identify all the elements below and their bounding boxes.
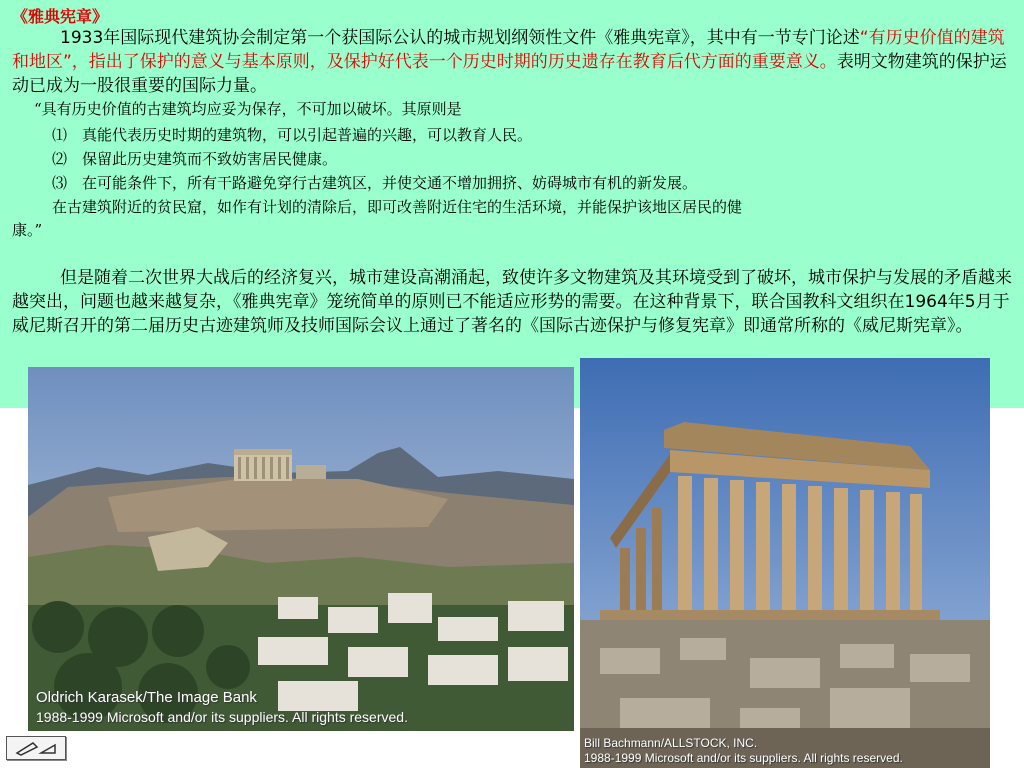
quote-item-2: ⑵ 保留此历史建筑而不致妨害居民健康。 [52, 150, 338, 168]
paragraph-athens-charter [12, 26, 1012, 98]
right-photo-credit-line2: 1988-1999 Microsoft and/or its suppliers. All rights reserved. [584, 751, 903, 765]
para1-text-red: “有历史价值的建筑和地区”，指出了保护的意义与基本原则，及保护好代表一个历史时期的历史遗存在教育后代方面的重要意义。 [12, 28, 1005, 72]
quote-item-1: ⑴ 真能代表历史时期的建筑物，可以引起普遍的兴趣，可以教育人民。 [52, 126, 533, 144]
para1-text-black: 1933年国际现代建筑协会制定第一个获国际公认的城市规划纲领性文件《雅典宪章》，其中有一节专门论述 [60, 28, 860, 48]
quote-item-3: ⑶ 在可能条件下，所有干路避免穿行古建筑区，并使交通不增加拥挤、妨碍城市有机的新发展。 [52, 174, 698, 192]
para2-text: 但是随着二次世界大战后的经济复兴，城市建设高潮涌起，致使许多文物建筑及其环境受到了破坏，城市保护与发展的矛盾越来越突出，问题也越来越复杂，《雅典宪章》笼统简单的原则已不能适应形势的需要。在这种背景下，联合国教科文组织在1964年5月于威尼斯召开的第二届历史古迹建筑师及技师国际会议上通过了著名的《国际古迹保护与修复宪章》即通常所称的《威尼斯宪章》。 [12, 268, 1012, 336]
acropolis-panorama-photo [28, 367, 574, 731]
quote-intro: “具有历史价值的古建筑均应妥为保存，不可加以破坏。其原则是 [34, 100, 462, 118]
para1-text-black-end: 表明文物建筑的保护运动已成为一股很重要的国际力量。 [12, 52, 1007, 96]
parthenon-photo [580, 358, 990, 768]
left-photo-credit-line2: 1988-1999 Microsoft and/or its suppliers. All rights reserved. [36, 709, 408, 725]
quote-closing-line-1: 在古建筑附近的贫民窟，如作有计划的清除后，即可改善附近住宅的生活环境，并能保护该地区居民的健 [52, 198, 743, 216]
parthenon-image [580, 358, 990, 768]
pen-icon [11, 739, 61, 757]
left-photo-credit-line1: Oldrich Karasek/The Image Bank [36, 689, 257, 706]
acropolis-panorama-image [28, 367, 574, 731]
paragraph-venice-charter [12, 266, 1012, 338]
slideshow-pen-button[interactable] [6, 736, 66, 760]
right-photo-credit-line1: Bill Bachmann/ALLSTOCK, INC. [584, 736, 758, 750]
quote-closing-line-2: 康。” [12, 221, 43, 239]
slide-title: 《雅典宪章》 [12, 7, 109, 26]
